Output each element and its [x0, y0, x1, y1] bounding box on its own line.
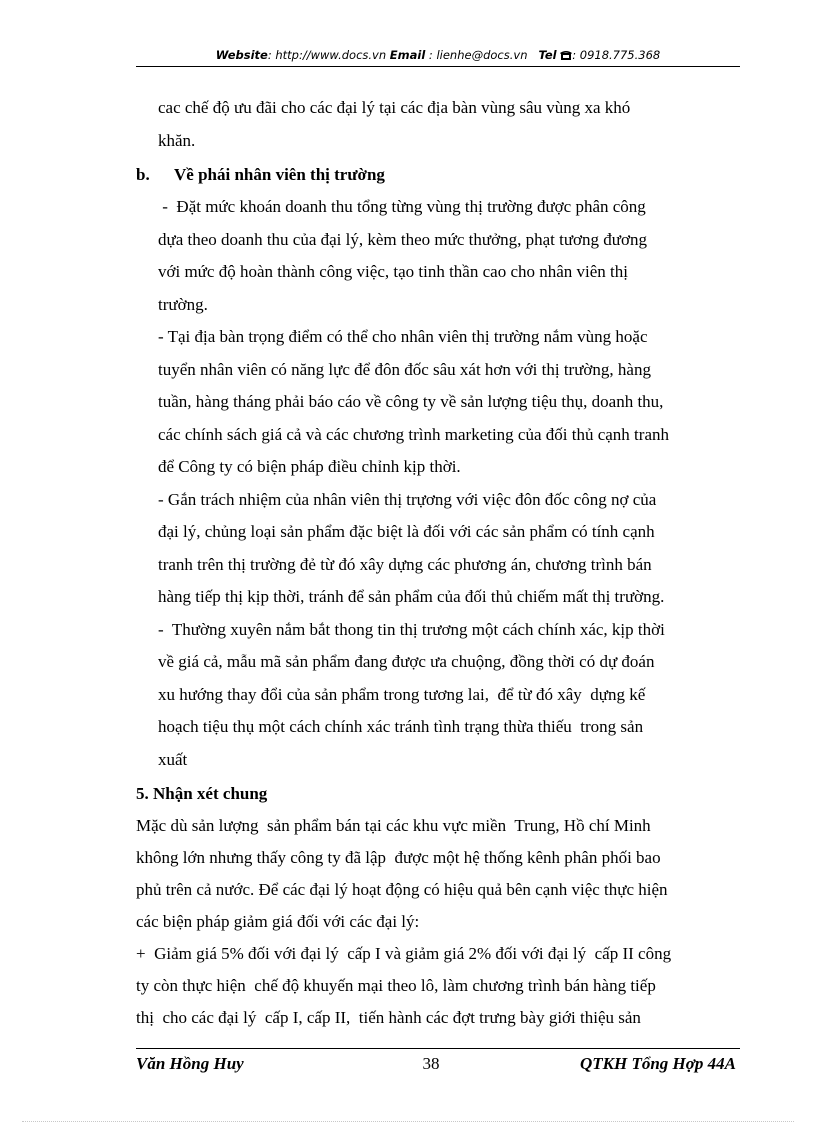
- footer-page-number: 38: [422, 1054, 440, 1073]
- footer-rule: [136, 1048, 740, 1049]
- bullet-line: các chính sách giá cả và các chương trình marketing của đối thủ cạnh tranh: [158, 424, 669, 444]
- page-footer: [136, 1054, 740, 1078]
- bullet-paragraph: [158, 484, 740, 614]
- section-5-line: Mặc dù sản lượng sản phẩm bán tại các khu vực miền Trung, Hồ chí Minh: [136, 816, 651, 835]
- tel-label: Tel: [538, 48, 557, 62]
- intro-paragraph: [158, 92, 740, 157]
- website-label: Website: [215, 48, 268, 62]
- footer-author: Văn Hồng Huy: [136, 1054, 244, 1073]
- bullet-line: - Đặt mức khoán doanh thu tổng từng vùng thị trường được phân công: [158, 197, 646, 216]
- bullet-line: xu hướng thay đổi của sản phẩm trong tương lai, để từ đó xây dựng kế: [158, 684, 646, 704]
- bullet-line: dựa theo doanh thu của đại lý, kèm theo mức thưởng, phạt tương đương: [158, 229, 647, 249]
- section-5-line: thị cho các đại lý cấp I, cấp II, tiến hành các đợt trưng bày giới thiệu sản: [136, 1008, 641, 1027]
- bullet-line: hàng tiếp thị kịp thời, tránh để sản phẩm của đối thủ chiếm mất thị trường.: [158, 587, 665, 606]
- section-5-line: ty còn thực hiện chế độ khuyến mại theo lô, làm chương trình bán hàng tiếp: [136, 976, 656, 995]
- page-edge-dotted-line: [22, 1121, 794, 1122]
- bullet-line: với mức độ hoàn thành công việc, tạo tinh thần cao cho nhân viên thị: [158, 262, 628, 281]
- section-5-line: không lớn nhưng thấy công ty đã lập được một hệ thống kênh phân phối bao: [136, 848, 661, 867]
- footer-class-name: QTKH Tổng Hợp 44A: [580, 1054, 736, 1073]
- section-5-line: phủ trên cả nước. Để các đại lý hoạt động có hiệu quả bên cạnh việc thực hiện: [136, 880, 668, 899]
- phone-icon: [560, 47, 572, 57]
- bullet-line: tuyển nhân viên có năng lực để đôn đốc sâu xát hơn với thị trường, hàng: [158, 359, 651, 379]
- bullet-paragraph: [158, 614, 740, 777]
- header-rule: [136, 66, 740, 67]
- intro-line: cac chế độ ưu đãi cho các đại lý tại các địa bàn vùng sâu vùng xa khó: [158, 98, 631, 117]
- section-b-heading: [136, 159, 740, 191]
- intro-line: khăn.: [158, 130, 196, 150]
- bullet-line: - Tại địa bàn trọng điểm có thể cho nhân viên thị trường nắm vùng hoặc: [158, 327, 648, 346]
- section-5-line: các biện pháp giảm giá đối với các đại lý:: [136, 912, 420, 931]
- bullet-paragraph: [158, 321, 740, 484]
- bullet-paragraph: [158, 191, 740, 321]
- bullet-line: - Thường xuyên nắm bắt thong tin thị trương một cách chính xác, kịp thời: [158, 619, 665, 639]
- section-b-letter: b.: [136, 165, 150, 184]
- bullet-line: về giá cả, mẫu mã sản phẩm đang được ưa chuộng, đồng thời có dự đoán: [158, 652, 655, 671]
- bullet-line: hoạch tiệu thụ một cách chính xác tránh tình trạng thừa thiếu trong sản: [158, 717, 644, 736]
- bullet-line: tuần, hàng tháng phải báo cáo về công ty về sản lượng tiệu thụ, doanh thu,: [158, 392, 664, 411]
- bullet-line: - Gắn trách nhiệm của nhân viên thị trựơng với việc đôn đốc công nợ của: [158, 489, 657, 509]
- tel-value: : 0918.775.368: [572, 48, 661, 62]
- section-5-line: + Giảm giá 5% đối với đại lý cấp I và giảm giá 2% đối với đại lý cấp II công: [136, 944, 672, 963]
- bullet-line: tranh trên thị trường đẻ từ đó xây dựng các phương án, chương trình bán: [158, 554, 652, 574]
- bullet-line: để Công ty có biện pháp điều chỉnh kịp thời.: [158, 457, 461, 476]
- page-header: [136, 46, 740, 64]
- bullet-line: đại lý, chủng loại sản phẩm đặc biệt là đối với các sản phẩm có tính cạnh: [158, 522, 655, 541]
- email-label: Email: [389, 48, 426, 62]
- section-b-title: Về phái nhân viên thị trường: [174, 165, 385, 184]
- section-5-heading: 5. Nhận xét chung: [136, 784, 268, 803]
- bullet-line: xuất: [158, 749, 188, 769]
- bullet-line: trường.: [158, 294, 208, 314]
- website-value: : http://www.docs.vn: [267, 48, 387, 62]
- section-5-paragraph: [136, 810, 740, 1034]
- email-value: : lienhe@docs.vn: [425, 48, 528, 62]
- page-content: [136, 92, 740, 1034]
